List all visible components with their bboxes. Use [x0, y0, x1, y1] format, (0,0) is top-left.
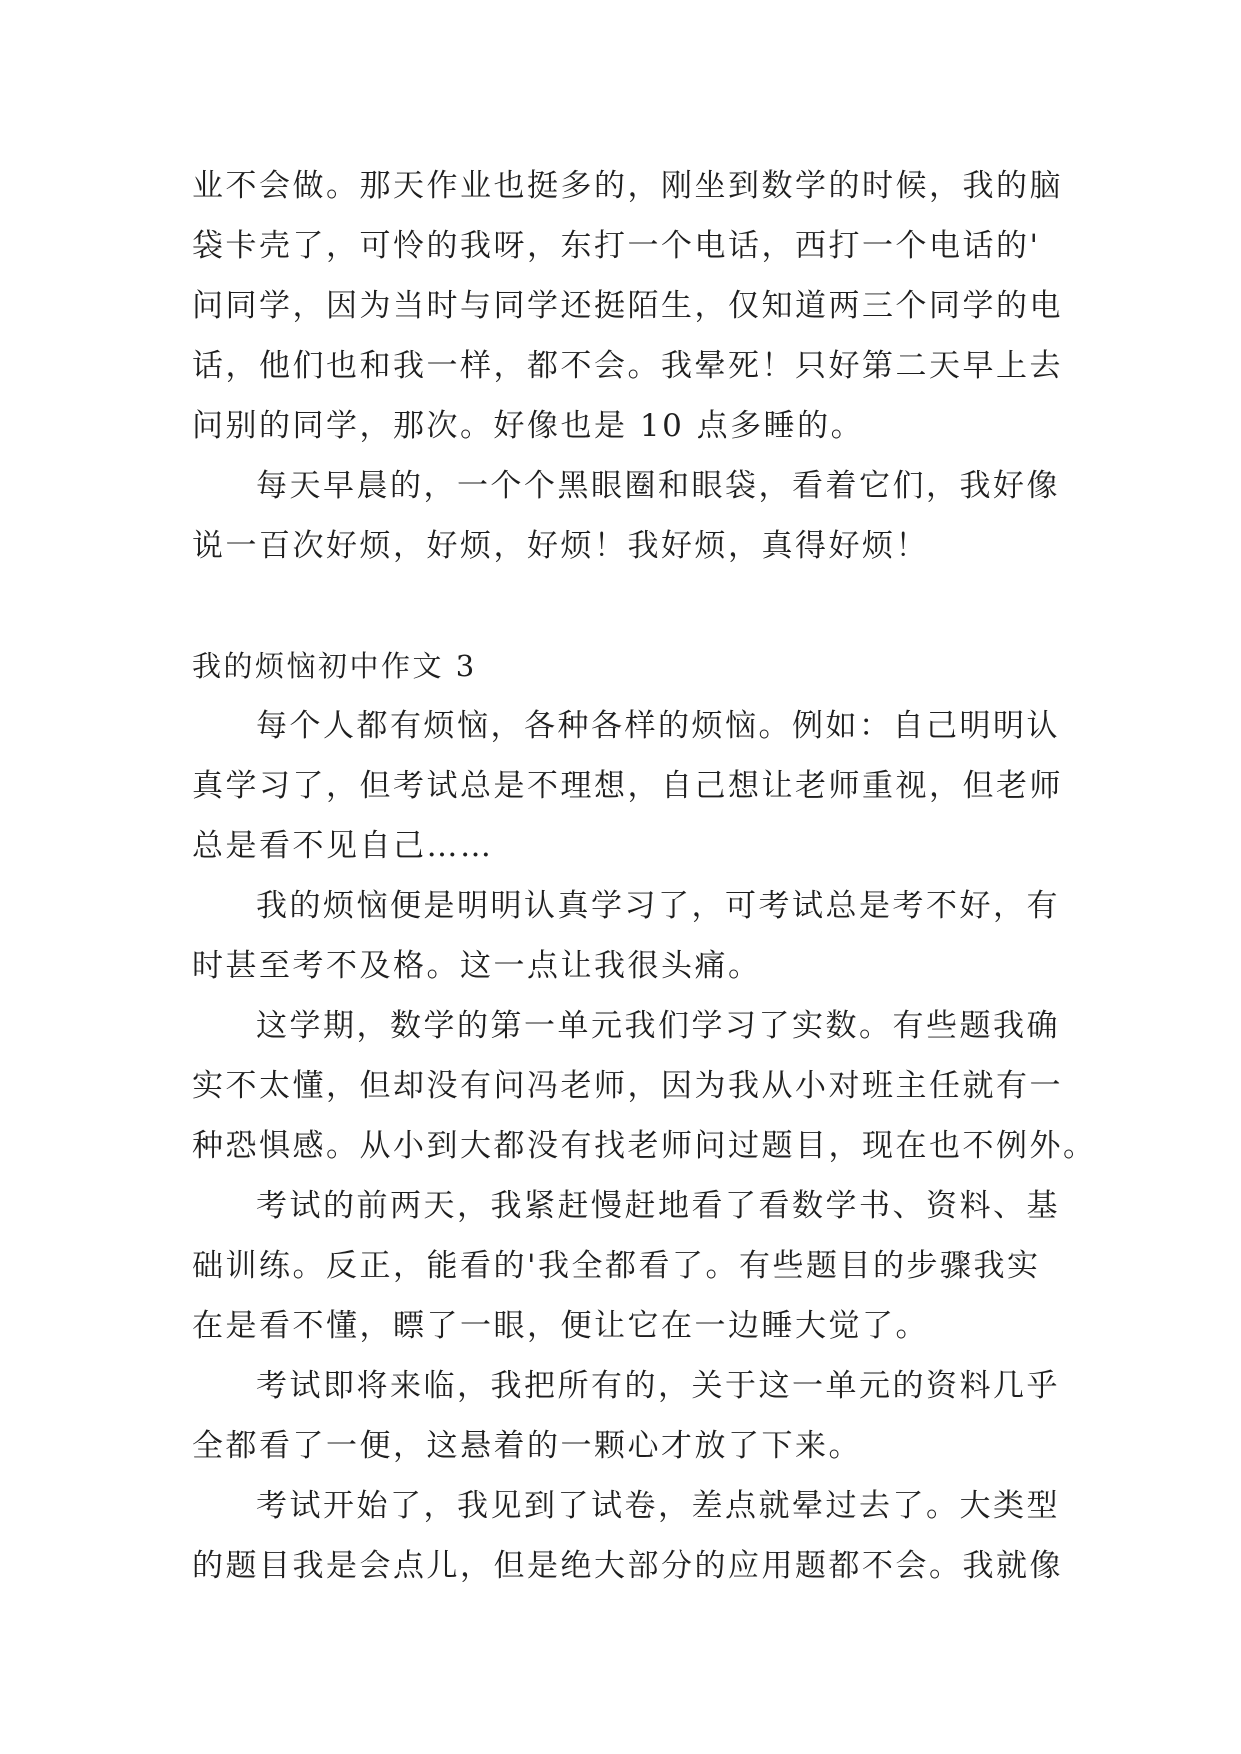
paragraph-continued — [192, 156, 1063, 456]
paragraph-morning — [192, 456, 1060, 576]
text-line: 问别的同学，那次。好像也是 10 点多睡的。 — [192, 408, 865, 444]
text-line: 每天早晨的，一个个黑眼圈和眼袋，看着它们，我好像 — [256, 468, 1060, 504]
text-line: 考试的前两天，我紧赶慢赶地看了看数学书、资料、基 — [256, 1188, 1060, 1224]
text-line: 考试开始了，我见到了试卷，差点就晕过去了。大类型 — [256, 1488, 1060, 1524]
text-line: 说一百次好烦，好烦，好烦！我好烦，真得好烦！ — [192, 528, 929, 564]
text-line: 实不太懂，但却没有问冯老师，因为我从小对班主任就有一 — [192, 1068, 1063, 1104]
text-line: 每个人都有烦恼，各种各样的烦恼。例如：自己明明认 — [256, 708, 1060, 744]
text-line: 础训练。反正，能看的'我全都看了。有些题目的步骤我实 — [192, 1248, 1041, 1284]
paragraph-3 — [192, 996, 1097, 1176]
text-line: 种恐惧感。从小到大都没有找老师问过题目，现在也不例外。 — [192, 1128, 1097, 1164]
text-line: 在是看不懂，瞟了一眼，便让它在一边睡大觉了。 — [192, 1308, 929, 1344]
text-line: 全都看了一便，这悬着的一颗心才放了下来。 — [192, 1428, 862, 1464]
text-line: 时甚至考不及格。这一点让我很头痛。 — [192, 948, 762, 984]
text-line: 我的烦恼便是明明认真学习了，可考试总是考不好，有 — [256, 888, 1060, 924]
text-line: 话，他们也和我一样，都不会。我晕死！只好第二天早上去 — [192, 348, 1063, 384]
essay-title: 我的烦恼初中作文 3 — [192, 649, 477, 683]
text-line: 考试即将来临，我把所有的，关于这一单元的资料几乎 — [256, 1368, 1060, 1404]
text-line: 真学习了，但考试总是不理想，自己想让老师重视，但老师 — [192, 768, 1063, 804]
paragraph-6 — [192, 1476, 1063, 1596]
paragraph-5 — [192, 1356, 1060, 1476]
text-line: 的题目我是会点儿，但是绝大部分的应用题都不会。我就像 — [192, 1548, 1063, 1584]
document-body — [192, 156, 1097, 1596]
paragraph-4 — [192, 1176, 1060, 1356]
section-gap — [192, 576, 1052, 636]
text-line: 这学期，数学的第一单元我们学习了实数。有些题我确 — [256, 1008, 1060, 1044]
text-line: 问同学，因为当时与同学还挺陌生，仅知道两三个同学的电 — [192, 288, 1063, 324]
text-line: 业不会做。那天作业也挺多的，刚坐到数学的时候，我的脑 — [192, 168, 1063, 204]
paragraph-2 — [192, 876, 1060, 996]
text-line: 总是看不见自己…… — [192, 828, 494, 864]
paragraph-1 — [192, 696, 1063, 876]
text-line: 袋卡壳了，可怜的我呀，东打一个电话，西打一个电话的' — [192, 228, 1041, 264]
